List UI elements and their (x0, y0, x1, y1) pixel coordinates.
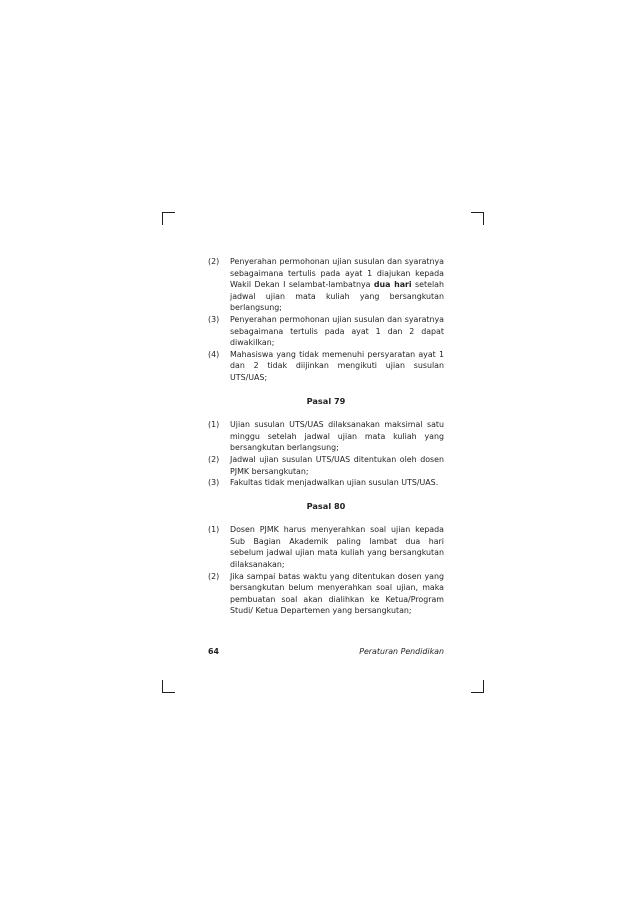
item-number: (3) (208, 314, 220, 324)
item-number: (2) (208, 571, 220, 581)
list-item (208, 419, 444, 454)
list-item (208, 571, 444, 617)
crop-mark-bottom-right (471, 680, 484, 693)
crop-mark-bottom-left (162, 680, 175, 693)
list-item (208, 349, 444, 384)
item-text: Penyerahan permohonan ujian susulan dan syaratnya sebagaimana tertulis pada ayat 1 dan 2 dapat diwakilkan; (230, 314, 444, 348)
item-text: Jika sampai batas waktu yang ditentukan dosen yang bersangkutan belum menyerahkan soal ujian, maka pembuatan soal akan dialihkan ke Ketua/Program Studi/ Ketua Departemen yang bersangkutan; (230, 571, 444, 616)
item-text (230, 256, 444, 314)
pasal-80-heading: Pasal 80 (306, 500, 346, 511)
pasal-80-list (208, 524, 444, 617)
item-text: Fakultas tidak menjadwalkan ujian susulan UTS/UAS. (230, 478, 439, 488)
page-footer (208, 647, 444, 656)
pasal-79-heading: Pasal 79 (306, 395, 346, 406)
item-text-post: setelah jadwal ujian mata kuliah yang bersangkutan berlangsung; (230, 280, 444, 313)
item-number: (2) (208, 454, 220, 464)
item-text-pre: Penyerahan permohonan ujian susulan dan syaratnya sebagaimana tertulis pada ayat 1 diajukan kepada Wakil Dekan I selambat-lambatnya (230, 257, 444, 290)
item-text: Jadwal ujian susulan UTS/UAS ditentukan oleh dosen PJMK bersangkutan; (230, 454, 444, 476)
page-number: 64 (208, 647, 219, 656)
crop-mark-top-right (471, 212, 484, 225)
list-item (208, 314, 444, 349)
section-a-list (208, 256, 444, 384)
list-item (208, 524, 444, 570)
item-number: (2) (208, 257, 220, 266)
item-number: (1) (208, 420, 220, 430)
item-text: Mahasiswa yang tidak memenuhi persyaratan ayat 1 dan 2 tidak diijinkan mengikuti ujian susulan UTS/UAS; (230, 349, 444, 382)
book-title: Peraturan Pendidikan (359, 647, 444, 656)
pasal-79-list (208, 419, 444, 489)
item-number: (4) (208, 349, 220, 359)
page-content (208, 256, 444, 617)
list-item (208, 477, 444, 489)
item-text-bold: dua hari (373, 280, 412, 290)
item-text: Ujian susulan UTS/UAS dilaksanakan maksimal satu minggu setelah jadwal ujian mata kuliah yang bersangkutan berlangsung; (230, 420, 444, 453)
crop-mark-top-left (162, 212, 175, 225)
list-item (208, 256, 444, 314)
list-item (208, 454, 444, 477)
item-text: Dosen PJMK harus menyerahkan soal ujian kepada Sub Bagian Akademik paling lambat dua hari sebelum jadwal ujian mata kuliah yang bersangkutan dilaksanakan; (230, 525, 444, 570)
item-number: (1) (208, 525, 220, 535)
item-number: (3) (208, 478, 220, 488)
